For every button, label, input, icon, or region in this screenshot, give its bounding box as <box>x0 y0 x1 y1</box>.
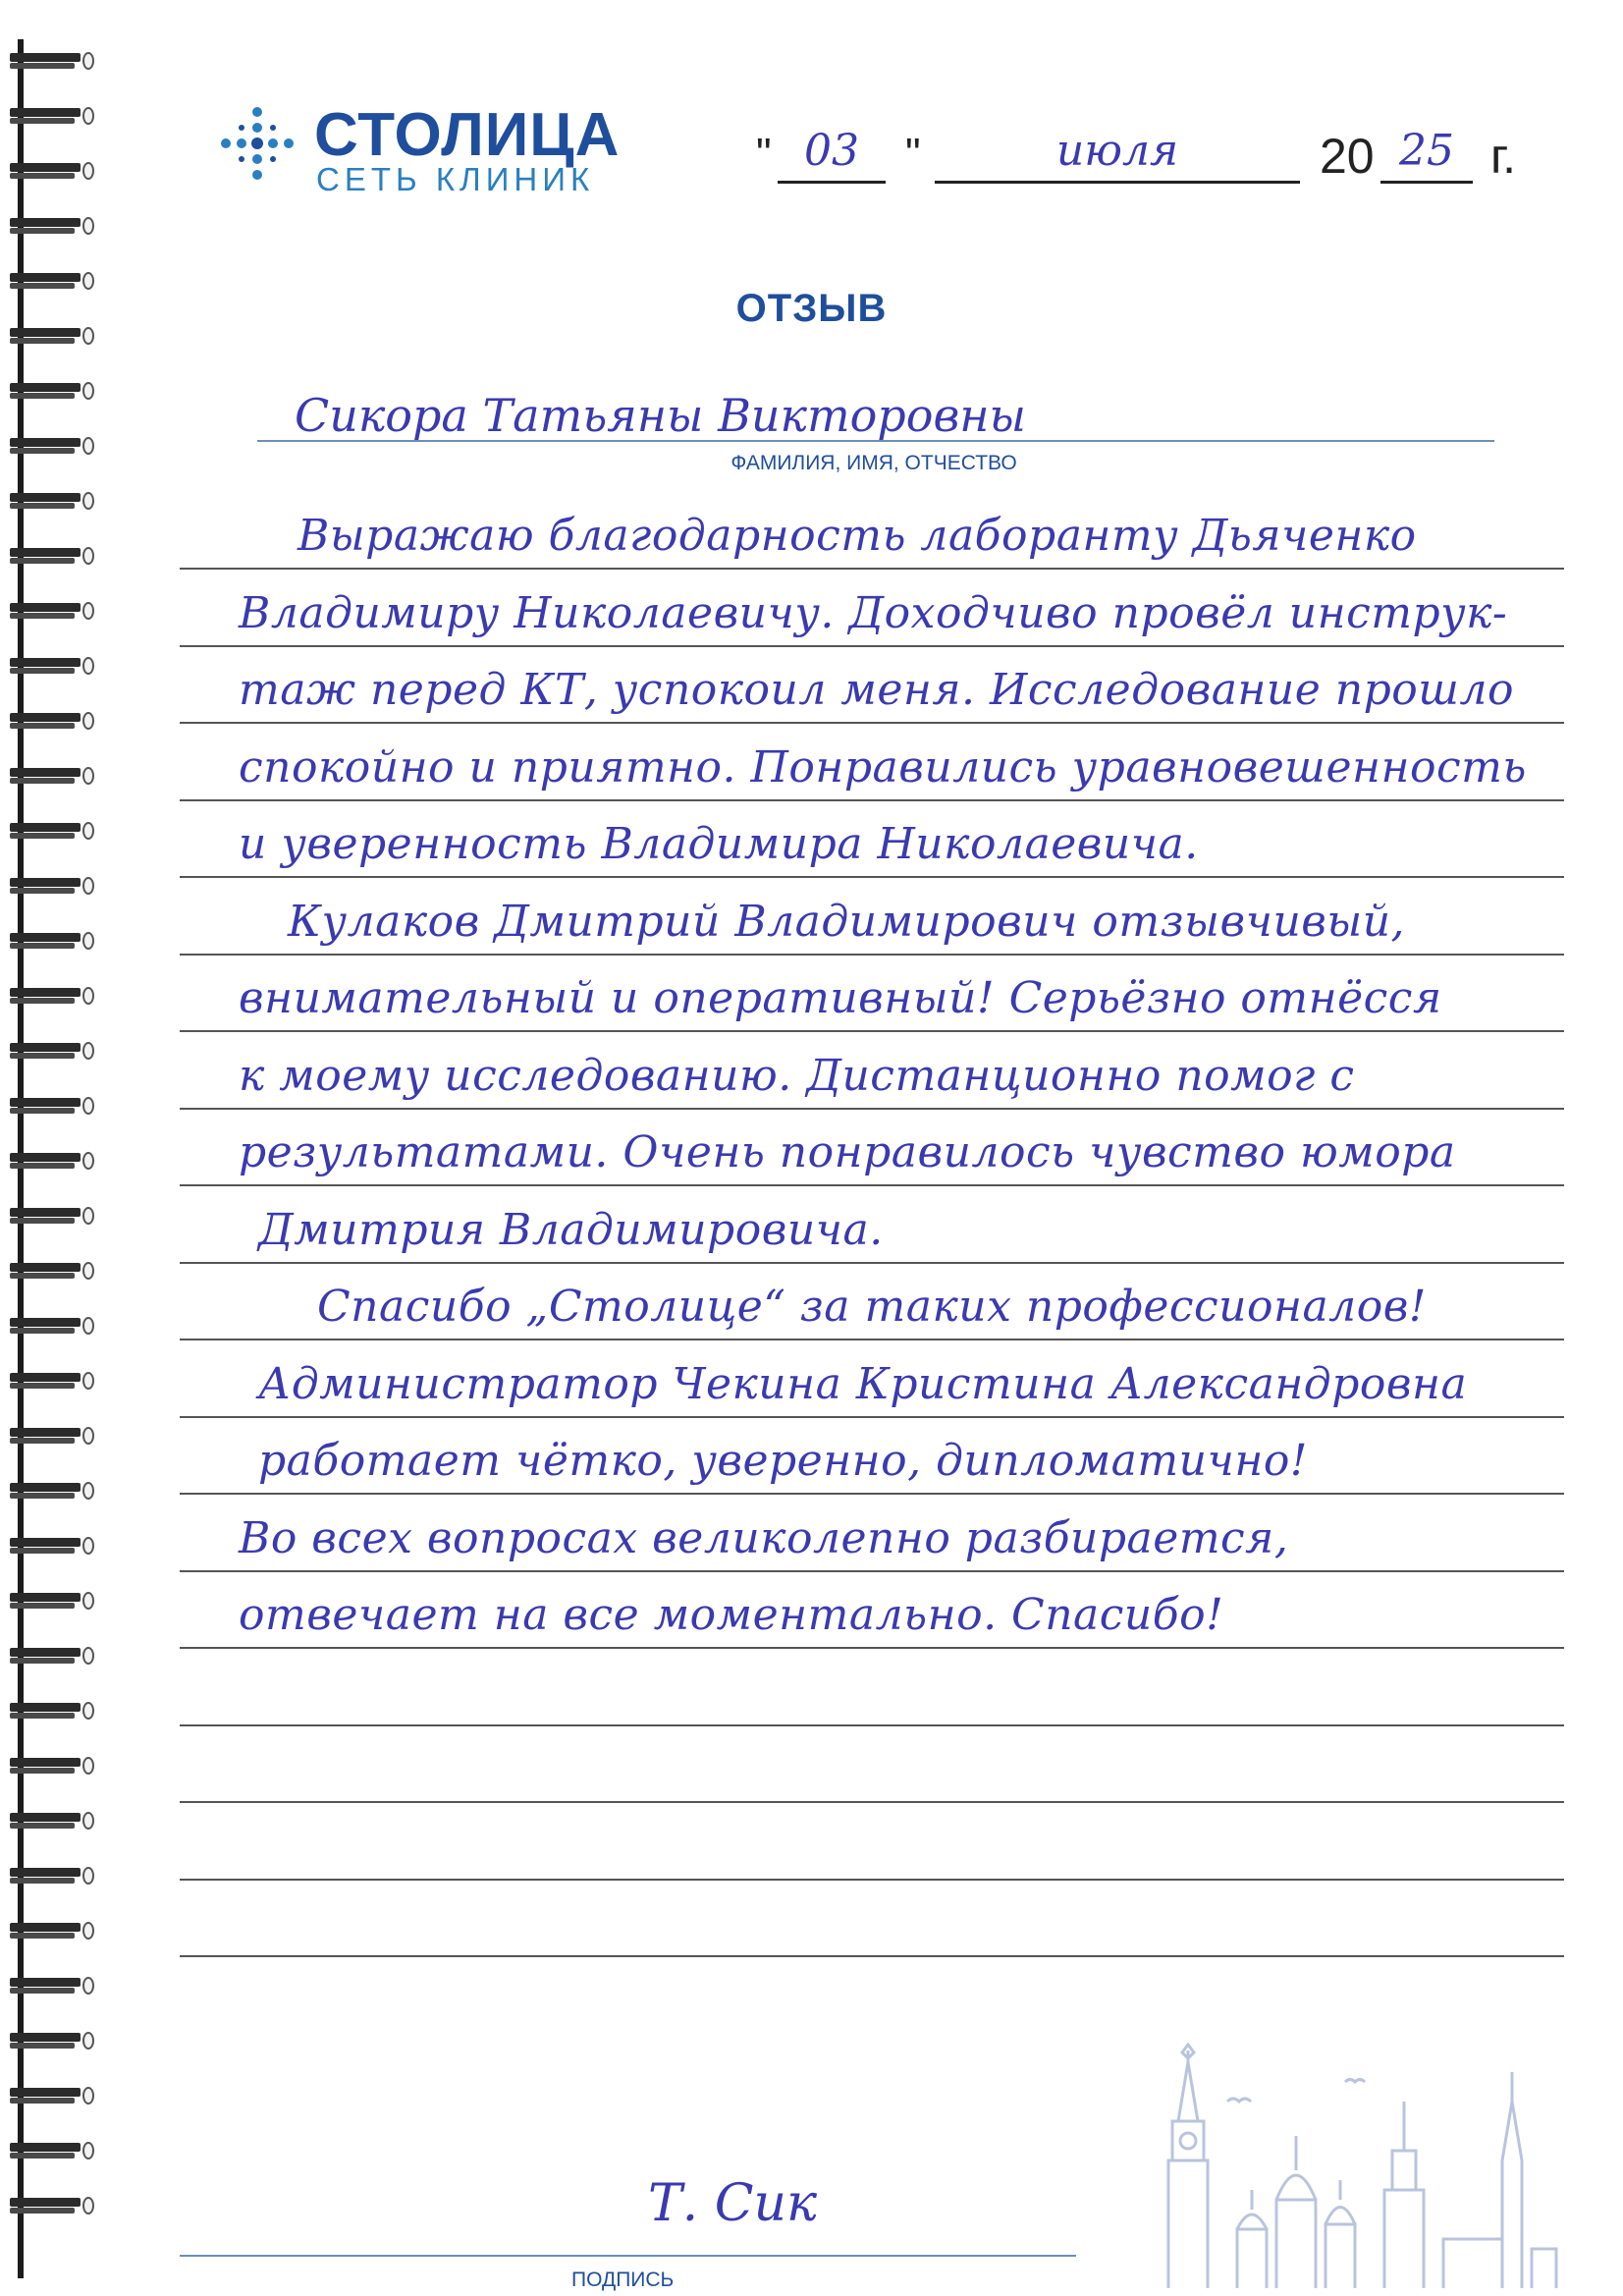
binding-ring <box>10 1699 94 1724</box>
binding-ring <box>10 2139 94 2164</box>
binding-ring <box>10 709 94 735</box>
ruled-line <box>180 1647 1564 1649</box>
binding-ring <box>10 1259 94 1285</box>
review-text-area <box>180 491 1564 2023</box>
signature-underline <box>180 2255 1076 2257</box>
review-line: Владимиру Николаевичу. Доходчиво провёл инструк- <box>239 587 1508 638</box>
date-year-unit: г. <box>1490 129 1517 184</box>
ruled-line <box>180 876 1564 878</box>
binding-ring <box>10 764 94 790</box>
binding-ring <box>10 49 94 75</box>
binding-ring <box>10 1974 94 1999</box>
ruled-line <box>180 1339 1564 1340</box>
binding-ring <box>10 544 94 570</box>
binding-ring <box>10 379 94 405</box>
spiral-binding <box>0 39 108 2278</box>
review-line: внимательный и оперативный! Серьёзно отнёсся <box>239 973 1442 1023</box>
quote-open: " <box>756 130 772 178</box>
name-caption: ФАМИЛИЯ, ИМЯ, ОТЧЕСТВО <box>730 452 1017 474</box>
ruled-line <box>180 1030 1564 1032</box>
ruled-line <box>180 1493 1564 1495</box>
signature: Т. Сик <box>648 2174 818 2233</box>
binding-ring <box>10 1314 94 1339</box>
review-line: спокойно и приятно. Понравились уравновешенность <box>239 741 1527 793</box>
review-line: результатами. Очень понравилось чувство юмора <box>239 1127 1456 1177</box>
review-line: и уверенность Владимира Николаевича. <box>239 819 1199 869</box>
date-day-field: 03 <box>778 126 886 184</box>
date-row <box>756 126 1551 194</box>
review-line: работает чётко, уверенно, дипломатично! <box>258 1436 1308 1486</box>
binding-ring <box>10 1754 94 1779</box>
reviewer-name: Сикора Татьяны Викторовны <box>295 389 1026 442</box>
binding-ring <box>10 1204 94 1230</box>
binding-ring <box>10 874 94 900</box>
binding-ring <box>10 159 94 185</box>
review-line: Выражаю благодарность лаборанту Дьяченко <box>298 511 1417 561</box>
binding-ring <box>10 1369 94 1394</box>
binding-ring <box>10 1039 94 1065</box>
binding-ring <box>10 1479 94 1504</box>
binding-ring <box>10 1644 94 1669</box>
ruled-line <box>180 1955 1564 1957</box>
name-underline <box>257 440 1494 442</box>
ruled-line <box>180 1879 1564 1881</box>
binding-ring <box>10 599 94 625</box>
binding-ring <box>10 2084 94 2109</box>
ruled-line <box>180 799 1564 801</box>
binding-ring <box>10 104 94 130</box>
clinic-logo <box>218 98 679 196</box>
binding-ring <box>10 1149 94 1175</box>
signature-caption: ПОДПИСЬ <box>571 2269 675 2291</box>
review-line: Администратор Чекина Кристина Александровна <box>258 1358 1468 1409</box>
medical-cross-icon <box>218 104 297 192</box>
logo-name: СТОЛИЦА <box>314 101 621 169</box>
binding-ring <box>10 654 94 680</box>
binding-ring <box>10 2029 94 2054</box>
ruled-line <box>180 1570 1564 1572</box>
review-line: Во всех вопросах великолепно разбирается, <box>239 1512 1289 1563</box>
date-year-field: 25 <box>1380 126 1473 184</box>
ruled-line <box>180 1262 1564 1264</box>
quote-close: " <box>905 130 921 178</box>
ruled-line <box>180 645 1564 647</box>
binding-ring <box>10 214 94 240</box>
ruled-line <box>180 1184 1564 1186</box>
date-year-prefix: 20 <box>1320 129 1375 184</box>
review-line: к моему исследованию. Дистанционно помог с <box>239 1050 1355 1101</box>
date-month-field: июля <box>935 126 1300 184</box>
ruled-line <box>180 1801 1564 1803</box>
binding-ring <box>10 1809 94 1834</box>
binding-ring <box>10 1094 94 1120</box>
binding-ring <box>10 1919 94 1944</box>
binding-ring <box>10 1864 94 1889</box>
binding-ring <box>10 929 94 955</box>
moscow-skyline-illustration <box>1109 2043 1561 2288</box>
ruled-line <box>180 1724 1564 1726</box>
binding-ring <box>10 2194 94 2219</box>
review-line: таж перед КТ, успокоил меня. Исследование прошло <box>239 665 1514 715</box>
binding-ring <box>10 1534 94 1559</box>
ruled-line <box>180 1416 1564 1418</box>
page-title: ОТЗЫВ <box>735 287 888 330</box>
review-line: Кулаков Дмитрий Владимирович отзывчивый, <box>288 896 1406 947</box>
review-line: Дмитрия Владимировича. <box>258 1204 884 1255</box>
ruled-line <box>180 954 1564 956</box>
binding-ring <box>10 819 94 845</box>
binding-ring <box>10 489 94 515</box>
ruled-line <box>180 568 1564 570</box>
ruled-line <box>180 1108 1564 1110</box>
binding-ring <box>10 984 94 1010</box>
binding-ring <box>10 1424 94 1449</box>
ruled-line <box>180 722 1564 724</box>
review-line: Спасибо „Столице“ за таких профессионалов! <box>317 1282 1427 1332</box>
binding-ring <box>10 1589 94 1614</box>
review-line: отвечает на все моментально. Спасибо! <box>239 1590 1224 1640</box>
logo-subtitle: СЕТЬ КЛИНИК <box>316 161 595 197</box>
